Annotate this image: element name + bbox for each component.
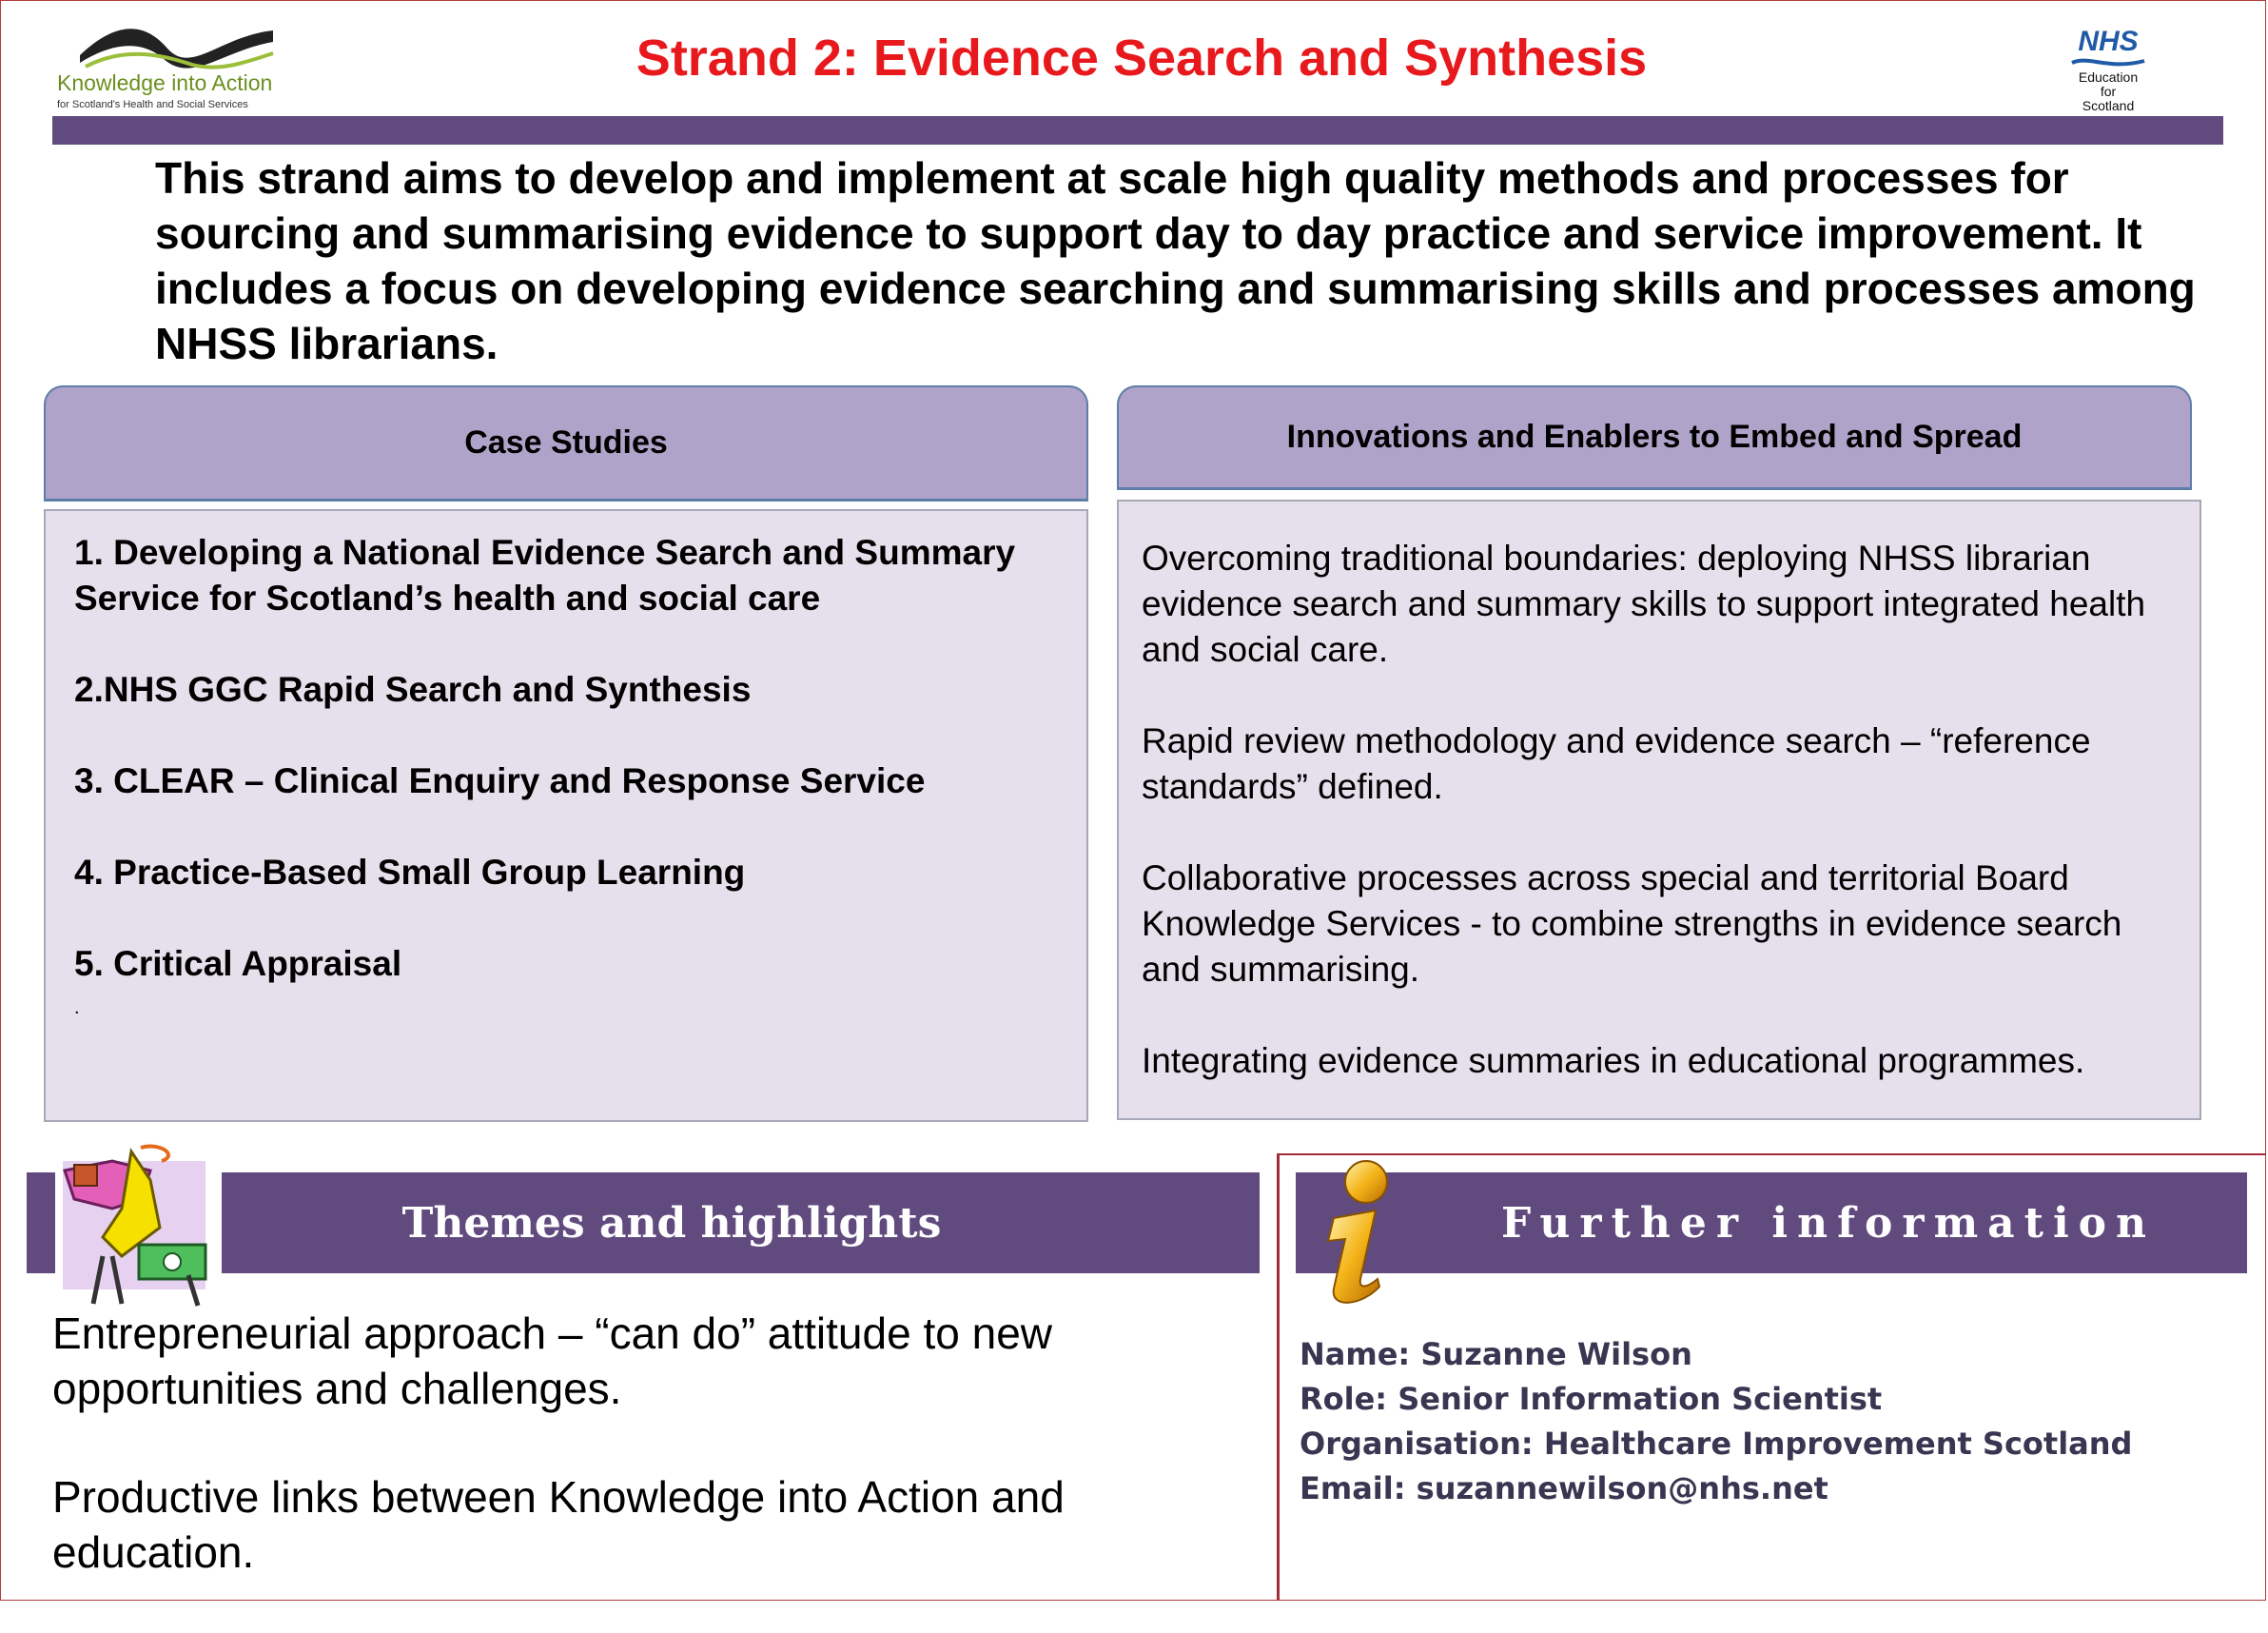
info-i-icon <box>1307 1157 1402 1311</box>
contact-name: Name: Suzanne Wilson <box>1300 1336 1692 1372</box>
themes-list <box>52 1306 1242 1633</box>
theme-item: Entrepreneurial approach – “can do” attitude to new opportunities and challenges. <box>52 1308 1052 1413</box>
further-heading: Further information <box>1500 1198 2157 1248</box>
contact-role: Role: Senior Information Scientist <box>1300 1381 1883 1417</box>
nhs-logo-line-3: Scotland <box>2082 98 2135 113</box>
page-title: Strand 2: Evidence Search and Synthesis <box>635 30 1648 87</box>
nhs-logo <box>2064 27 2152 122</box>
theme-item: Productive links between Knowledge into Action and education. <box>52 1472 1065 1577</box>
case-studies-heading: Case Studies <box>464 424 668 461</box>
clipart-figure-icon <box>55 1142 222 1311</box>
case-study-item: 5. Critical Appraisal <box>74 944 402 983</box>
innovation-item: Collaborative processes across special and territorial Board Knowledge Services - to combine strengths in evidence search and summarising. <box>1142 858 2122 989</box>
kia-logo-name: Knowledge into Action <box>57 70 273 95</box>
nhs-logo-word: NHS <box>2078 26 2139 57</box>
case-studies-body <box>44 509 1088 1122</box>
nhs-logo-line-2: for <box>2100 84 2117 99</box>
header-divider-bar <box>52 116 2223 145</box>
case-study-item: 2.NHS GGC Rapid Search and Synthesis <box>74 670 752 709</box>
kia-logo <box>49 27 297 118</box>
swoosh-logo-icon <box>78 27 278 72</box>
innovation-item: Rapid review methodology and evidence search – “reference standards” defined. <box>1142 721 2091 806</box>
innovation-item: Integrating evidence summaries in educational programmes. <box>1142 1041 2085 1080</box>
contact-email[interactable]: Email: suzannewilson@nhs.net <box>1300 1470 1828 1506</box>
contact-details <box>1300 1332 2132 1511</box>
case-studies-list <box>74 530 1066 987</box>
case-study-item: 3. CLEAR – Clinical Enquiry and Response Service <box>74 761 926 800</box>
kia-logo-subtitle: for Scotland's Health and Social Services <box>57 99 248 110</box>
case-study-item: 4. Practice-Based Small Group Learning <box>74 853 746 892</box>
nhs-wave-icon <box>2070 57 2146 70</box>
innovation-item: Overcoming traditional boundaries: deploying NHSS librarian evidence search and summary skills to support integrated health and social care. <box>1142 539 2146 669</box>
contact-organisation: Organisation: Healthcare Improvement Scotland <box>1300 1426 2133 1462</box>
innovations-body <box>1117 500 2201 1120</box>
case-studies-header <box>44 385 1088 502</box>
intro-paragraph: This strand aims to develop and implement at scale high quality methods and processes for sourcing and summarising evidence to support day to day practice and service improvement. It includes a focus on developing evidence searching and summarising skills and processes among NHSS librarians. <box>155 153 2196 368</box>
innovations-heading: Innovations and Enablers to Embed and Spread <box>1286 419 2023 455</box>
themes-heading: Themes and highlights <box>401 1198 942 1248</box>
case-studies-trailing-dot: . <box>74 997 80 1018</box>
case-study-item: 1. Developing a National Evidence Search and Summary Service for Scotland’s health and social care <box>74 533 1016 618</box>
innovations-header <box>1117 385 2192 490</box>
nhs-logo-line-1: Education <box>2078 69 2139 85</box>
further-banner <box>1296 1172 2247 1273</box>
